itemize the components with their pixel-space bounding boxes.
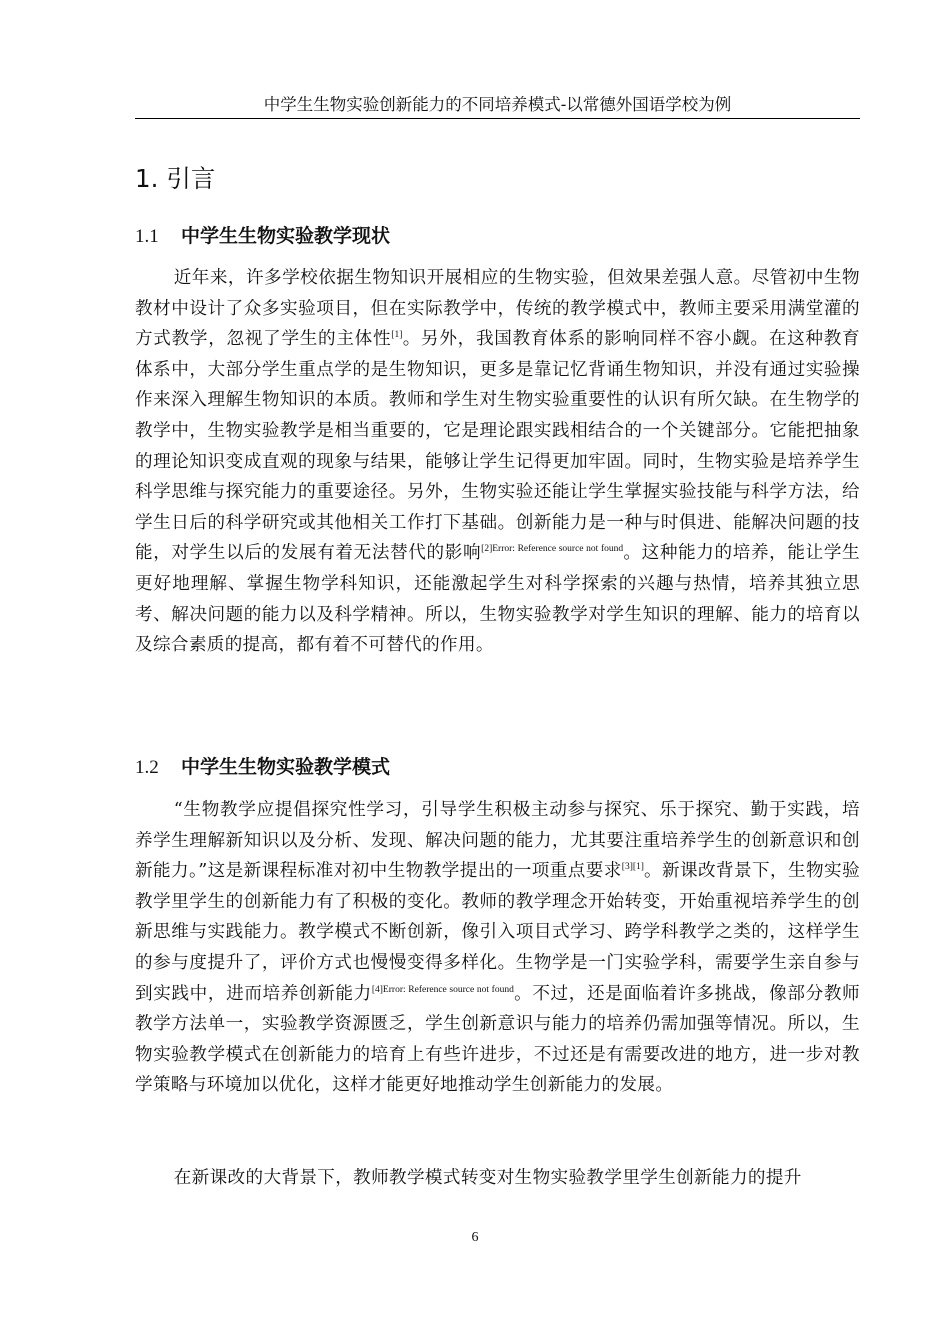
citation: [3][1] (621, 862, 644, 873)
paragraph-text: 。另外，我国教育体系的影响同样不容小觑。在这种教育体系中，大部分学生重点学的是生物知识，更多是靠记忆背诵生物知识，并没有通过实验操作来深入理解生物知识的本质。教师和学生对生物实验重要性的认识有所欠缺。在生物学的教学中，生物实验教学是相当重要的，它是理论跟实践相结合的一个关键部分。它能把抽象的理论知识变成直观的现象与结果，能够让学生记得更加牢固。同时，生物实验是培养学生科学思维与探究能力的重要途径。另外，生物实验还能让学生掌握实验技能与科学方法，给学生日后的科学研究或其他相关工作打下基础。创新能力是一种与时俱进、能解决问题的技能，对学生以后的发展有着无法替代的影响 (135, 329, 860, 564)
subsection-heading-1-1 (135, 222, 390, 251)
citation: [4]Error: Reference source not found (371, 984, 514, 995)
paragraph-text: 。不过，还是面临着许多挑战，像部分教师教学方法单一，实验教学资源匮乏，学生创新意识与能力的培养仍需加强等情况。所以，生物实验教学模式在创新能力的培育上有些许进步，不过还是有需要改进的地方，进一步对教学策略与环境加以优化，这样才能更好地推动学生创新能力的发展。 (135, 983, 860, 1096)
section-number: 1. (135, 164, 159, 193)
subsection-number: 1.1 (135, 226, 159, 247)
body-paragraph-1-2-a (135, 795, 860, 1101)
subsection-title: 中学生生物实验教学现状 (181, 225, 391, 247)
section-title: 引言 (166, 164, 216, 193)
paragraph-text: 。新课改背景下，生物实验教学里学生的创新能力有了积极的变化。教师的教学理念开始转变，开始重视培养学生的创新思维与实践能力。教学模式不断创新，像引入项目式学习、跨学科教学之类的，这样学生的参与度提升了，评价方式也慢慢变得多样化。生物学是一门实验学科，需要学生亲自参与到实践中，进而培养创新能力 (135, 861, 861, 1004)
paragraph-text: 。这种能力的培养，能让学生更好地理解、掌握生物学科知识，还能激起学生对科学探索的兴趣与热情，培养其独立思考、解决问题的能力以及科学精神。所以，生物实验教学对学生知识的理解、能力的培育以及综合素质的提高，都有着不可替代的作用。 (135, 543, 860, 656)
paragraph-text: “生物教学应提倡探究性学习，引导学生积极主动参与探究、乐于探究、勤于实践，培养学生理解新知识以及分析、发现、解决问题的能力，尤其要注重培养学生的创新意识和创新能力。”这是新课程标准对初中生物教学提出的一项重点要求 (135, 800, 860, 882)
running-header: 中学生生物实验创新能力的不同培养模式-以常德外国语学校为例 (135, 94, 860, 119)
citation: [2]Error: Reference source not found (481, 544, 624, 555)
subsection-title: 中学生生物实验教学模式 (181, 756, 391, 778)
subsection-number: 1.2 (135, 757, 159, 778)
paragraph (135, 263, 860, 661)
section-heading-1 (135, 162, 215, 196)
paragraph (135, 1163, 860, 1194)
paragraph-text: 近年来，许多学校依据生物知识开展相应的生物实验，但效果差强人意。尽管初中生物教材中设计了众多实验项目，但在实际教学中，传统的教学模式中，教师主要采用满堂灌的方式教学，忽视了学生的主体性 (135, 268, 860, 350)
paragraph (135, 795, 860, 1101)
citation: [1] (391, 330, 403, 341)
body-paragraph-1-2-b (135, 1163, 860, 1194)
subsection-heading-1-2 (135, 753, 390, 782)
page-number: 6 (471, 1230, 479, 1245)
body-paragraph-1-1 (135, 263, 860, 661)
paragraph-text: 在新课改的大背景下，教师教学模式转变对生物实验教学里学生创新能力的提升 (173, 1168, 802, 1188)
